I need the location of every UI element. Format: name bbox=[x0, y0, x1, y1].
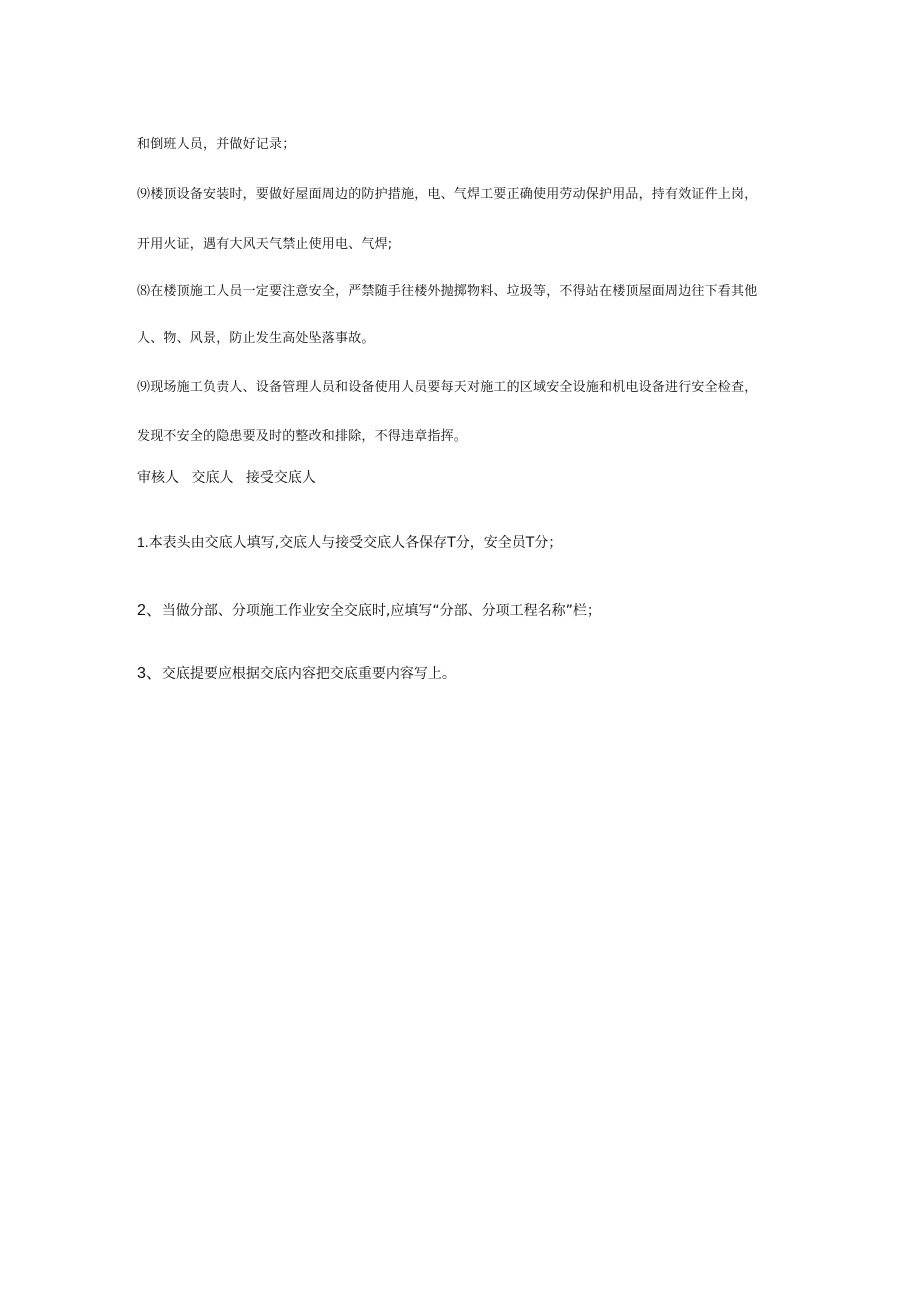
note-item bbox=[137, 532, 562, 553]
reviewer-label: 审核人 bbox=[137, 470, 179, 486]
paragraph-line: ⑼楼顶设备安装时，要做好屋面周边的防护措施，电、气焊工要正确使用劳动保护用品，持有效证件上岗， bbox=[137, 187, 758, 202]
signature-row bbox=[137, 468, 324, 488]
note-number: 1. bbox=[137, 534, 149, 550]
note-text: 交底提要应根据交底内容把交底重要内容写上。 bbox=[161, 666, 456, 682]
paragraph-line: 和倒班人员，并做好记录； bbox=[137, 137, 296, 152]
note-item bbox=[137, 601, 601, 621]
receiver-label: 接受交底人 bbox=[245, 470, 316, 486]
paragraph-line: ⑻在楼顶施工人员一定要注意安全，严禁随手往楼外抛掷物料、垃圾等，不得站在楼顶屋面周边往下看其他 bbox=[137, 284, 758, 299]
paragraph-line: 人、物、风景，防止发生高处坠落事故。 bbox=[137, 331, 375, 346]
paragraph-line: 发现不安全的隐患要及时的整改和排除，不得违章指挥。 bbox=[137, 429, 468, 444]
note-text: 本表头由交底人填写,交底人与接受交底人各保存T分，安全员T分； bbox=[148, 535, 563, 551]
note-item bbox=[137, 664, 456, 684]
note-text: 当做分部、分项施工作业安全交底时,应填写“分部、分项工程名称”栏； bbox=[161, 603, 601, 619]
presenter-label: 交底人 bbox=[191, 470, 234, 486]
note-number: 3、 bbox=[137, 665, 162, 682]
paragraph-line: ⑼现场施工负责人、设备管理人员和设备使用人员要每天对施工的区域安全设施和机电设备进行安全检查， bbox=[137, 380, 758, 395]
note-number: 2、 bbox=[137, 602, 162, 619]
paragraph-line: 开用火证，遇有大风天气禁止使用电、气焊; bbox=[137, 237, 393, 252]
